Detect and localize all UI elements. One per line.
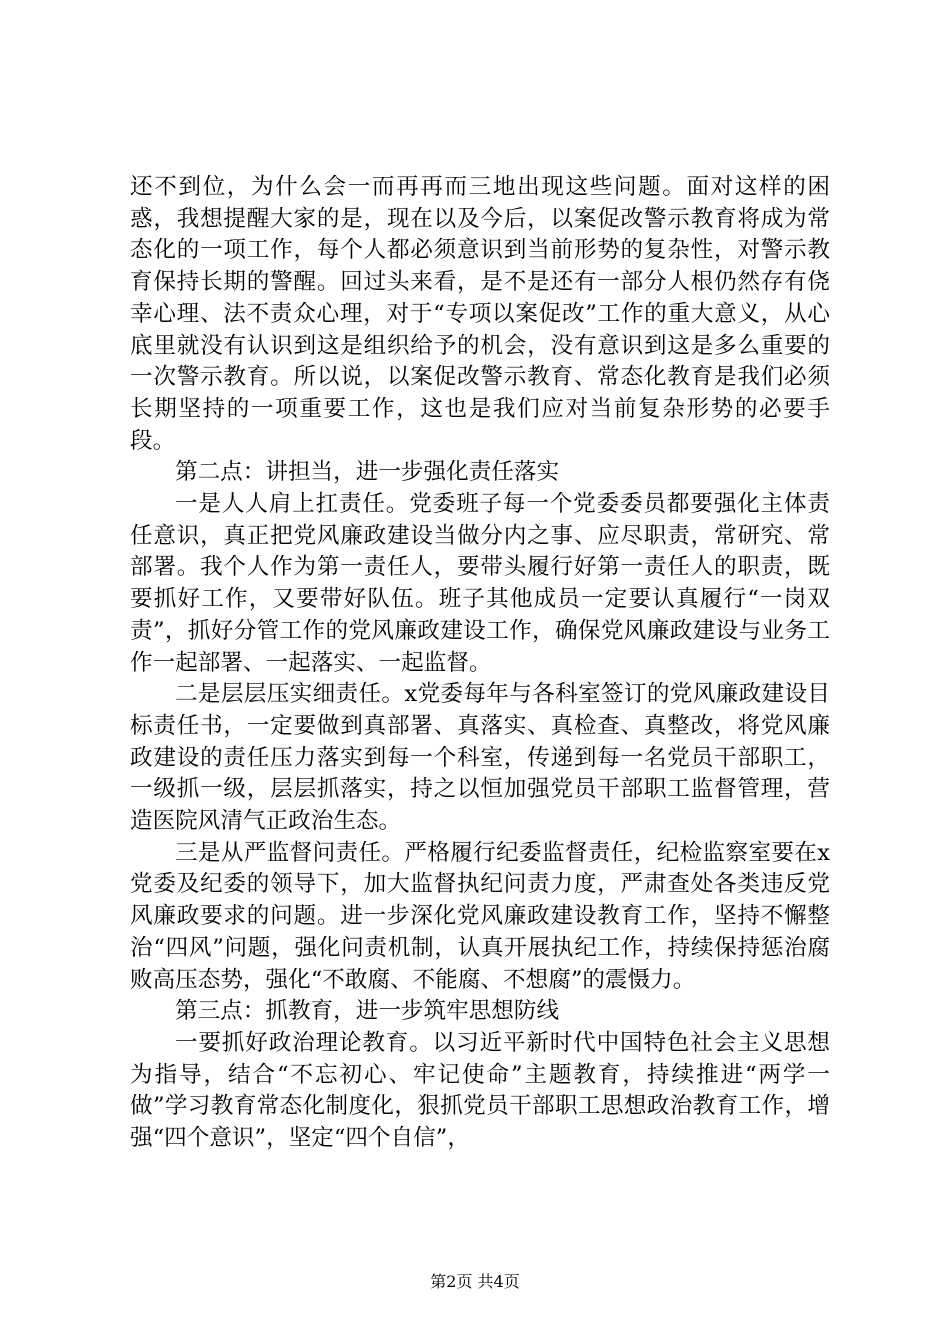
paragraph-responsibility-1: 一是人人肩上扛责任。党委班子每一个党委委员都要强化主体责任意识，真正把党风廉政建设当做分内之事、应尽职责，常研究、常部署。我个人作为第一责任人，要带头履行好第一责任人的职责，既要抓好工作，又要带好队伍。班子其他成员一定要认真履行“一岗双责”，抓好分管工作的党风廉政建设工作，确保党风廉政建设与业务工作一起部署、一起落实、一起监督。: [130, 491, 830, 676]
document-body: [130, 172, 830, 1155]
section-heading-3: 第三点：抓教育，进一步筑牢思想防线: [175, 998, 560, 1025]
section-heading-2: 第二点：讲担当，进一步强化责任落实: [175, 459, 560, 486]
paragraph-responsibility-3: 三是从严监督问责任。严格履行纪委监督责任，纪检监察室要在x党委及纪委的领导下，加大监督执纪问责力度，严肃查处各类违反党风廉政要求的问题。进一步深化党风廉政建设教育工作，坚持不懈整治“四风”问题，强化问责机制，认真开展执纪工作，持续保持惩治腐败高压态势，强化“不敢腐、不能腐、不想腐”的震慑力。: [130, 839, 830, 993]
page-number-footer: 第2页 共4页: [430, 1272, 520, 1291]
paragraph-education-1: 一要抓好政治理论教育。以习近平新时代中国特色社会主义思想为指导，结合“不忘初心、牢记使命”主题教育，持续推进“两学一做”学习教育常态化制度化，狠抓党员干部职工思想政治教育工作，增强“四个意识”，坚定“四个自信”，: [130, 1029, 830, 1152]
paragraph-continuation: 还不到位，为什么会一而再再而三地出现这些问题。面对这样的困惑，我想提醒大家的是，现在以及今后，以案促改警示教育将成为常态化的一项工作，每个人都必须意识到当前形势的复杂性，对警示教育保持长期的警醒。回过头来看，是不是还有一部分人根仍然存有侥幸心理、法不责众心理，对于“专项以案促改”工作的重大意义，从心底里就没有认识到这是组织给予的机会，没有意识到这是多么重要的一次警示教育。所以说，以案促改警示教育、常态化教育是我们必须长期坚持的一项重要工作，这也是我们应对当前复杂形势的必要手段。: [130, 174, 830, 454]
paragraph-responsibility-2: 二是层层压实细责任。x党委每年与各科室签订的党风廉政建设目标责任书，一定要做到真部署、真落实、真检查、真整改，将党风廉政建设的责任压力落实到每一个科室，传递到每一名党员干部职工，一级抓一级，层层抓落实，持之以恒加强党员干部职工监督管理，营造医院风清气正政治生态。: [130, 681, 830, 835]
